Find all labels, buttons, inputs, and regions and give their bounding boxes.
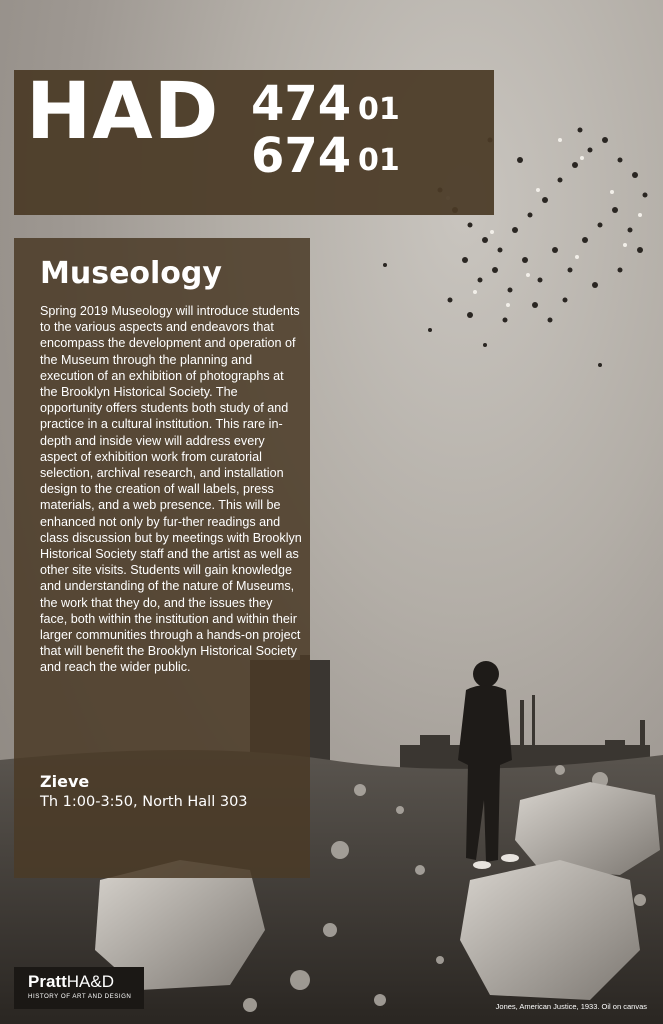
skyline (250, 655, 650, 770)
boulder-right-top (515, 782, 660, 875)
course-section-undergrad: 01 (358, 92, 400, 127)
instructor-name: Zieve (40, 772, 90, 791)
logo-wordmark (28, 973, 114, 990)
class-schedule: Th 1:00-3:50, North Hall 303 (40, 794, 248, 810)
course-number-undergrad: 474 (251, 76, 352, 132)
course-description: Spring 2019 Museology will introduce students to the various aspects and endeavors that encompass the development and operation of the Museum through the planning and execution of an exhibition of photographs at the Brooklyn Historical Society. The opportunity offers students both study of and practice in a cultural institution. This rare in-depth and inside view will address every aspect of exhibition work from curatorial selection, archival research, and installation design to the creation of wall labels, press materials, and a web presence. This will be enhanced not only by fur-ther readings and class discussion but by meetings with Brooklyn Historical Society staff and the artist as well as other site visits. Students will gain knowledge and understanding of the nature of Museums, the work that they do, and the issues they face, both within the institution and within their larger communities through a hands-on project that will benefit the Brooklyn Historical Society and reach the wider public. (40, 304, 302, 675)
logo-pratt: Pratt (28, 972, 67, 991)
logo-had: HA&D (66, 972, 114, 991)
image-credit: Jones, American Justice, 1933. Oil on canvas (495, 1002, 647, 1011)
department-code: HAD (26, 67, 220, 157)
logo-subtitle: HISTORY OF ART AND DESIGN (28, 993, 132, 1000)
pratt-had-logo (14, 967, 144, 1009)
course-number-grad: 674 (251, 128, 352, 184)
course-title: Museology (40, 256, 222, 291)
course-section-grad: 01 (358, 143, 400, 178)
